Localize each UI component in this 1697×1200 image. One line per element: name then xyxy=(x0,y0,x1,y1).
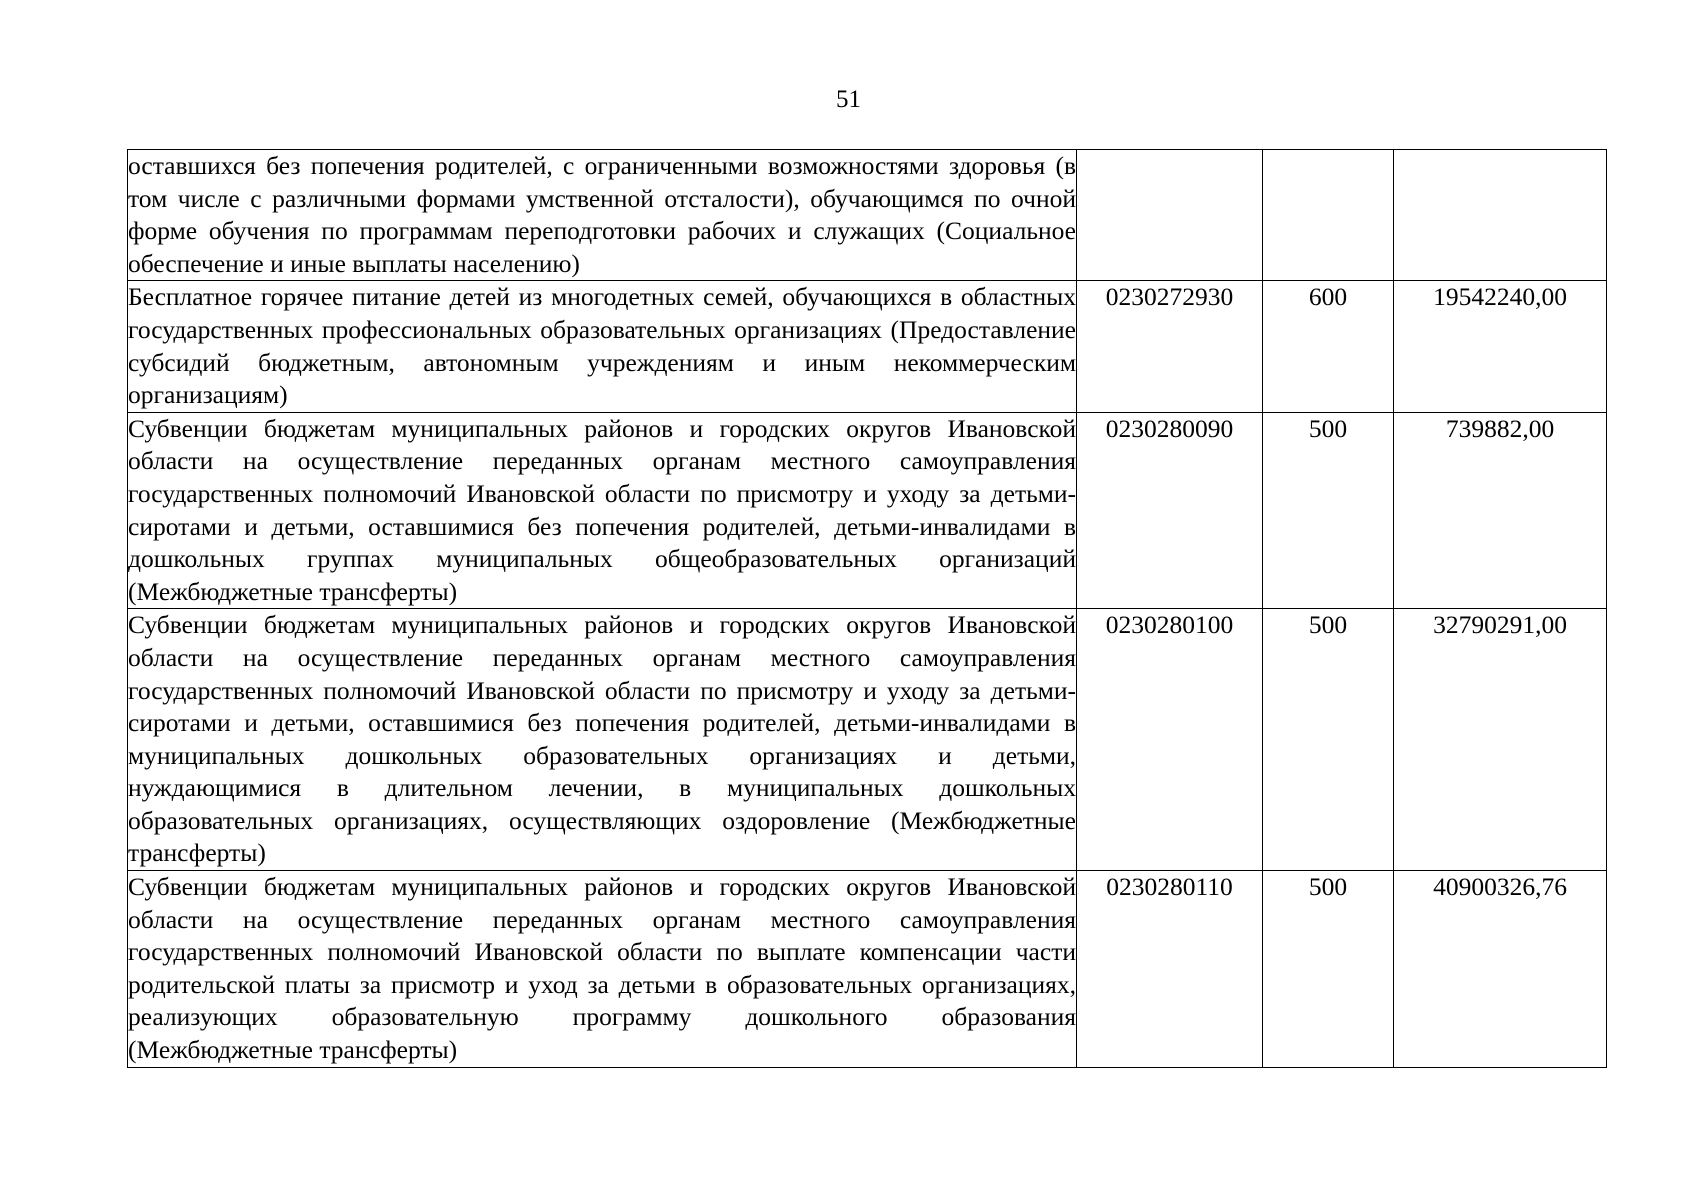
budget-table xyxy=(127,149,1607,1068)
row-amount: 32790291,00 xyxy=(1394,609,1607,871)
row-expense-type xyxy=(1263,150,1394,281)
row-amount xyxy=(1394,150,1607,281)
row-expense-type: 500 xyxy=(1263,871,1394,1068)
row-expense-type: 500 xyxy=(1263,609,1394,871)
row-amount: 739882,00 xyxy=(1394,412,1607,609)
row-amount: 40900326,76 xyxy=(1394,871,1607,1068)
row-expense-type: 600 xyxy=(1263,281,1394,412)
table-row xyxy=(128,281,1607,412)
row-description: Субвенции бюджетам муниципальных районов и городских округов Ивановской области на осуществление переданных органам местного самоуправления государственных полномочий Ивановской области по присмотру и уходу за детьми-сиротами и детьми, оставшимися без попечения родителей, детьми-инвалидами в муниципальных дошкольных образовательных организациях и детьми, нуждающимися в длительном лечении, в муниципальных дошкольных образовательных организациях, осуществляющих оздоровление (Межбюджетные трансферты) xyxy=(128,609,1077,871)
row-target-code: 0230280100 xyxy=(1077,609,1263,871)
table-row xyxy=(128,412,1607,609)
row-description: Бесплатное горячее питание детей из многодетных семей, обучающихся в областных государственных профессиональных образовательных организациях (Предоставление субсидий бюджетным, автономным учреждениям и иным некоммерческим организациям) xyxy=(128,281,1077,412)
row-description: оставшихся без попечения родителей, с ограниченными возможностями здоровья (в том числе с различными формами умственной отсталости), обучающимся по очной форме обучения по программам переподготовки рабочих и служащих (Социальное обеспечение и иные выплаты населению) xyxy=(128,150,1077,281)
table-row xyxy=(128,150,1607,281)
row-target-code xyxy=(1077,150,1263,281)
row-target-code: 0230280110 xyxy=(1077,871,1263,1068)
table-row xyxy=(128,871,1607,1068)
row-description: Субвенции бюджетам муниципальных районов и городских округов Ивановской области на осуществление переданных органам местного самоуправления государственных полномочий Ивановской области по присмотру и уходу за детьми-сиротами и детьми, оставшимися без попечения родителей, детьми-инвалидами в дошкольных группах муниципальных общеобразовательных организаций (Межбюджетные трансферты) xyxy=(128,412,1077,609)
row-amount: 19542240,00 xyxy=(1394,281,1607,412)
row-target-code: 0230280090 xyxy=(1077,412,1263,609)
page-number: 51 xyxy=(836,86,861,113)
row-description: Субвенции бюджетам муниципальных районов и городских округов Ивановской области на осуществление переданных органам местного самоуправления государственных полномочий Ивановской области по выплате компенсации части родительской платы за присмотр и уход за детьми в образовательных организациях, реализующих образовательную программу дошкольного образования (Межбюджетные трансферты) xyxy=(128,871,1077,1068)
row-expense-type: 500 xyxy=(1263,412,1394,609)
row-target-code: 0230272930 xyxy=(1077,281,1263,412)
table-row xyxy=(128,609,1607,871)
